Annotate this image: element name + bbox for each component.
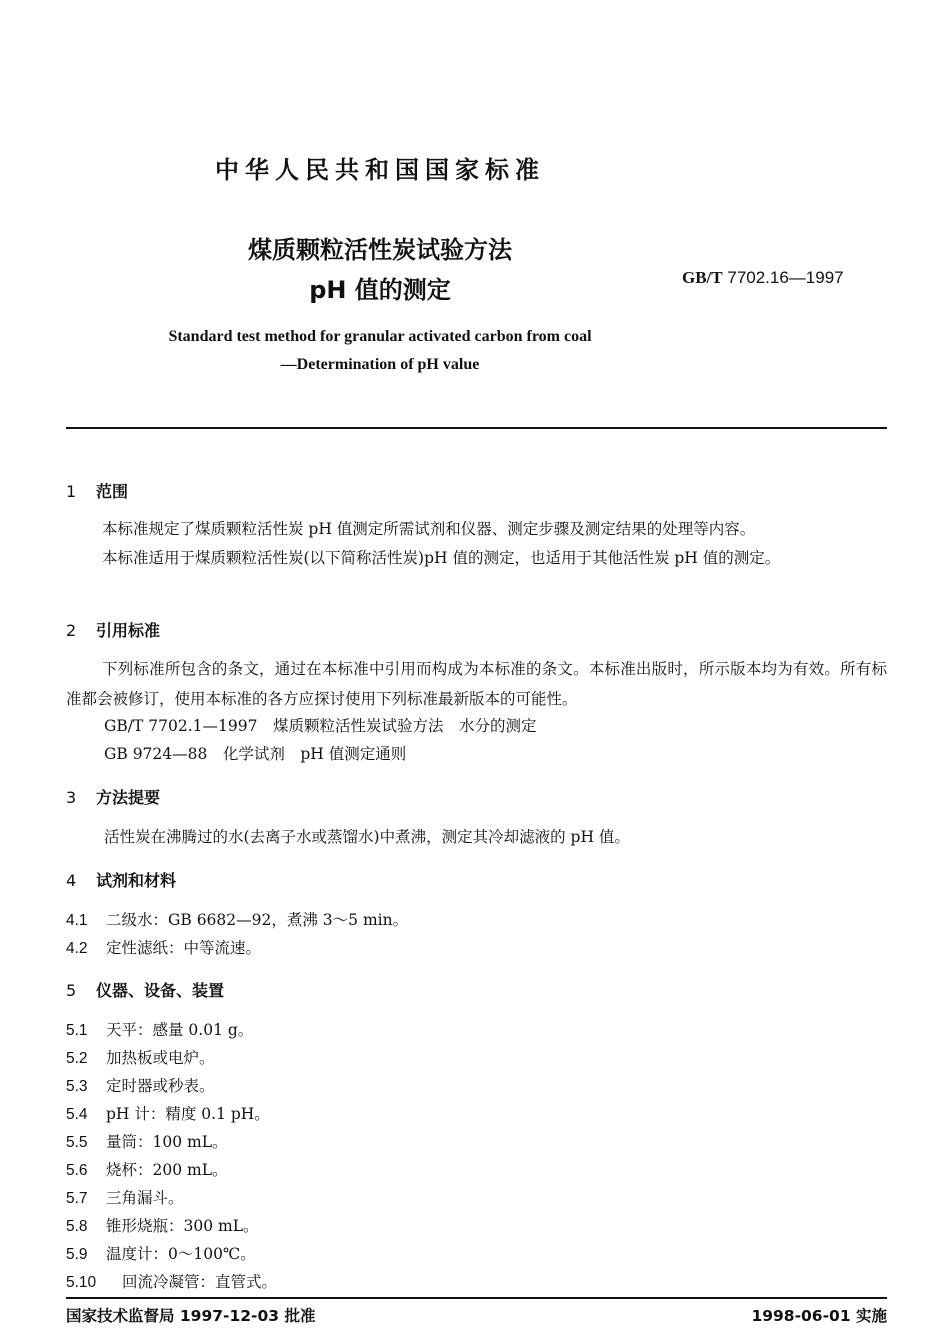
item-text: pH 计：精度 0.1 pH。 xyxy=(106,1105,270,1123)
section-3-paragraph-1: 活性炭在沸腾过的水(去离子水或蒸馏水)中煮沸，测定其冷却滤液的 pH 值。 xyxy=(104,828,630,846)
section-title: 范围 xyxy=(96,482,129,501)
section-1-heading xyxy=(66,479,128,502)
item-text: 回流冷凝管：直管式。 xyxy=(122,1273,278,1291)
section-4-heading xyxy=(66,868,176,891)
section-title: 引用标准 xyxy=(96,621,161,640)
list-item xyxy=(66,1242,256,1264)
item-number: 5.10 xyxy=(66,1274,97,1291)
standard-prefix: GB/T xyxy=(682,268,723,287)
header-divider xyxy=(66,427,887,429)
section-number: 1 xyxy=(66,482,77,501)
reference-2: GB 9724—88 化学试剂 pH 值测定通则 xyxy=(104,745,407,763)
section-number: 3 xyxy=(66,788,77,807)
section-3-heading xyxy=(66,785,160,808)
item-number: 5.6 xyxy=(66,1162,88,1179)
section-title: 仪器、设备、装置 xyxy=(96,981,225,1000)
item-number: 4.1 xyxy=(66,912,88,929)
english-title-line2: —Determination of pH value xyxy=(280,356,480,373)
standard-number: 7702.16—1997 xyxy=(727,268,844,287)
item-text: 三角漏斗。 xyxy=(106,1189,184,1207)
reference-1: GB/T 7702.1—1997 煤质颗粒活性炭试验方法 水分的测定 xyxy=(104,717,537,735)
item-text: 加热板或电炉。 xyxy=(106,1049,215,1067)
list-item xyxy=(66,908,408,930)
list-item xyxy=(66,1186,184,1208)
national-standard-heading: 中华人民共和国国家标准 xyxy=(215,156,545,184)
item-number: 5.7 xyxy=(66,1190,88,1207)
section-number: 2 xyxy=(66,621,77,640)
list-item xyxy=(66,1046,215,1068)
section-5-heading xyxy=(66,978,224,1001)
item-number: 5.3 xyxy=(66,1078,88,1095)
section-number: 4 xyxy=(66,871,77,890)
item-number: 5.9 xyxy=(66,1246,88,1263)
list-item xyxy=(66,1158,228,1180)
item-text: 天平：感量 0.01 g。 xyxy=(106,1021,254,1039)
item-number: 5.8 xyxy=(66,1218,88,1235)
item-text: 定性滤纸：中等流速。 xyxy=(106,939,262,957)
approval-date: 国家技术监督局 1997-12-03 批准 xyxy=(66,1307,316,1325)
document-title-line2: pH 值的测定 xyxy=(309,276,451,304)
document-title-line1: 煤质颗粒活性炭试验方法 xyxy=(248,236,512,264)
section-title: 试剂和材料 xyxy=(96,871,177,890)
list-item xyxy=(66,1102,270,1124)
item-text: 量筒：100 mL。 xyxy=(106,1133,228,1151)
list-item xyxy=(66,1270,277,1292)
item-number: 4.2 xyxy=(66,940,88,957)
item-number: 5.4 xyxy=(66,1106,88,1123)
standard-code xyxy=(682,268,844,288)
section-number: 5 xyxy=(66,981,77,1000)
item-number: 5.2 xyxy=(66,1050,88,1067)
section-2-paragraph-1: 下列标准所包含的条文，通过在本标准中引用而构成为本标准的条文。本标准出版时，所示版本均为有效。所有标准都会被修订，使用本标准的各方应探讨使用下列标准最新版本的可能性。 xyxy=(66,660,887,708)
item-text: 定时器或秒表。 xyxy=(106,1077,215,1095)
item-text: 烧杯：200 mL。 xyxy=(106,1161,228,1179)
effective-date: 1998-06-01 实施 xyxy=(751,1307,887,1325)
section-title: 方法提要 xyxy=(96,788,161,807)
section-1-paragraph-1: 本标准规定了煤质颗粒活性炭 pH 值测定所需试剂和仪器、测定步骤及测定结果的处理等内容。 xyxy=(102,520,756,538)
list-item xyxy=(66,1214,259,1236)
section-1-paragraph-2: 本标准适用于煤质颗粒活性炭(以下简称活性炭)pH 值的测定，也适用于其他活性炭 pH 值的测定。 xyxy=(102,549,781,567)
section-2-heading xyxy=(66,618,160,641)
item-text: 温度计：0～100℃。 xyxy=(106,1245,256,1263)
list-item xyxy=(66,1074,215,1096)
item-text: 锥形烧瓶：300 mL。 xyxy=(106,1217,259,1235)
footer-divider xyxy=(66,1297,887,1299)
list-item xyxy=(66,1130,228,1152)
list-item xyxy=(66,1018,253,1040)
item-text: 二级水：GB 6682—92，煮沸 3～5 min。 xyxy=(106,911,409,929)
list-item xyxy=(66,936,261,958)
item-number: 5.5 xyxy=(66,1134,88,1151)
item-number: 5.1 xyxy=(66,1022,88,1039)
english-title-line1: Standard test method for granular activated carbon from coal xyxy=(168,328,592,345)
